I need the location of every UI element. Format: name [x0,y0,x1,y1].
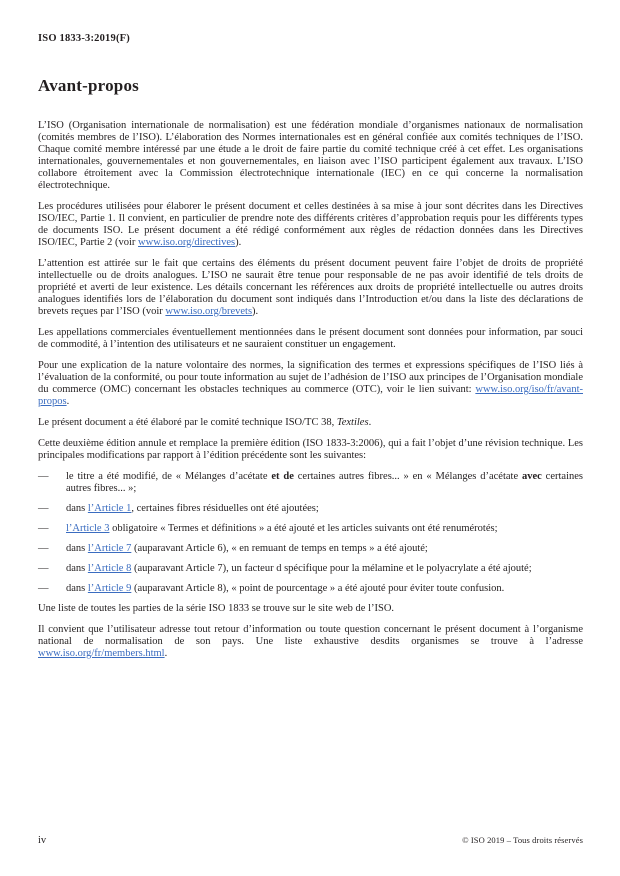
text-segment: . [368,417,372,428]
page-number: iv [38,835,47,846]
paragraph [38,438,583,462]
text-segment: obligatoire « Termes et définitions » a été ajouté et les articles suivants ont été renumérotés; [109,523,498,534]
inline-link[interactable]: www.iso.org/directives [138,237,236,248]
text-segment: (auparavant Article 7), un facteur d spécifique pour la mélamine et le polyacrylate a été ajouté; [131,563,532,574]
text-segment: dans [66,503,88,514]
inline-link[interactable]: www.iso.org/fr/members.html [38,648,165,659]
inline-link[interactable]: l’Article 3 [66,523,110,534]
list-dash-marker: — [38,503,49,514]
text-segment: (auparavant Article 8), « point de pourcentage » a été ajouté pour éviter toute confusion. [131,583,505,594]
list-dash-marker: — [38,471,49,482]
text-segment: dans [66,543,88,554]
list-dash-marker: — [38,563,49,574]
inline-link[interactable]: l’Article 8 [87,563,132,574]
text-segment: Il convient que l’utilisateur adresse tout retour d’information ou toute question concernant le présent document à l’organisme national de normalisation de son pays. Une liste exhaustive desdits organismes se trouve à l’adresse [38,624,583,647]
text-segment: Le présent document a été élaboré par le comité technique ISO/TC 38, [38,417,337,428]
paragraph [38,603,583,615]
inline-link[interactable]: l’Article 9 [87,583,132,594]
copyright-notice: © ISO 2019 – Tous droits réservés [462,835,583,845]
paragraph [38,258,583,318]
text-segment: dans [66,583,88,594]
inline-link[interactable]: www.iso.org/iso/fr/avant-propos [38,384,583,407]
page-footer [38,835,583,846]
text-segment: Pour une explication de la nature volontaire des normes, la signification des termes et expressions spécifiques de l’ISO liés à l’évaluation de la conformité, ou pour toute information au sujet de l’adhésion de l’ISO aux principes de l’Organisation mondiale du commerce (OMC) concernant les obstacles techniques au commerce (OTC), voir le lien suivant: [38,360,583,395]
inline-link[interactable]: l’Article 7 [87,543,132,554]
text-segment: et de [271,471,294,482]
document-body [38,120,583,669]
text-segment: . [66,396,70,407]
list-item [38,471,583,495]
text-segment: ). [252,306,259,317]
text-segment: le titre a été modifié, de « Mélanges d’acétate [66,471,272,482]
paragraph [38,327,583,351]
text-segment: avec [521,471,542,482]
paragraph [38,624,583,660]
paragraph [38,360,583,408]
list-item [38,503,583,515]
inline-link[interactable]: www.iso.org/brevets [165,306,253,317]
paragraph [38,201,583,249]
text-segment: L’ISO (Organisation internationale de normalisation) est une fédération mondiale d’organismes nationaux de normalisation (comités membres de l’ISO). L’élaboration des Normes internationales est en général confiée aux comités techniques de l’ISO. Chaque comité membre intéressé par une étude a le droit de faire partie du comité technique créé à cet effet. Les organisations internationales, gouvernementales et non gouvernementales, en liaison avec l’ISO participent également aux travaux. L’ISO collabore étroitement avec la Commission électrotechnique internationale (IEC) en ce qui concerne la normalisation électrotechnique. [38,120,583,191]
text-segment: Les appellations commerciales éventuellement mentionnées dans le présent document sont données pour information, par souci de commodité, à l’intention des utilisateurs et ne sauraient constituer un engagement. [38,327,583,350]
text-segment: Les procédures utilisées pour élaborer le présent document et celles destinées à sa mise à jour sont décrites dans les Directives ISO/IEC, Partie 1. Il convient, en particulier de prendre note des différents critères d’approbation requis pour les différents types de documents ISO. Le présent document a été rédigé conformément aux règles de rédaction données dans les Directives ISO/IEC, Partie 2 (voir [38,201,583,248]
page-title: Avant-propos [38,76,139,95]
text-segment: Une liste de toutes les parties de la série ISO 1833 se trouve sur le site web de l’ISO. [38,603,395,614]
text-segment: ). [235,237,242,248]
text-segment: Cette deuxième édition annule et remplace la première édition (ISO 1833-3:2006), qui a fait l’objet d’une révision technique. Les principales modifications par rapport à l’édition précédente sont les suivantes: [38,438,583,461]
text-segment: L’attention est attirée sur le fait que certains des éléments du présent document peuvent faire l’objet de droits de propriété intellectuelle ou de droits analogues. L’ISO ne saurait être tenue pour responsable de ne pas avoir identifié de tels droits de propriété et averti de leur existence. Les détails concernant les références aux droits de propriété intellectuelle ou autres droits analogues identifiés lors de l’élaboration du document sont indiqués dans l’Introduction et/ou dans la liste des déclarations de brevets reçues par l’ISO (voir [38,258,583,317]
list-item [38,543,583,555]
running-header: ISO 1833-3:2019(F) [38,33,130,44]
text-segment: Textiles [336,417,369,428]
inline-link[interactable]: l’Article 1 [87,503,132,514]
list-item [38,583,583,595]
list-dash-marker: — [38,583,49,594]
list-item [38,563,583,575]
list-dash-marker: — [38,523,49,534]
text-segment: dans [66,563,88,574]
text-segment: (auparavant Article 6), « en remuant de temps en temps » a été ajouté; [131,543,428,554]
paragraph [38,417,583,429]
list-dash-marker: — [38,543,49,554]
text-segment: , certaines fibres résiduelles ont été ajoutées; [131,503,319,514]
text-segment: certaines autres fibres... » en « Mélanges d’acétate [293,471,522,482]
list-item [38,523,583,535]
text-segment: . [164,648,168,659]
text-segment: certaines autres fibres... »; [66,471,583,494]
paragraph [38,120,583,192]
